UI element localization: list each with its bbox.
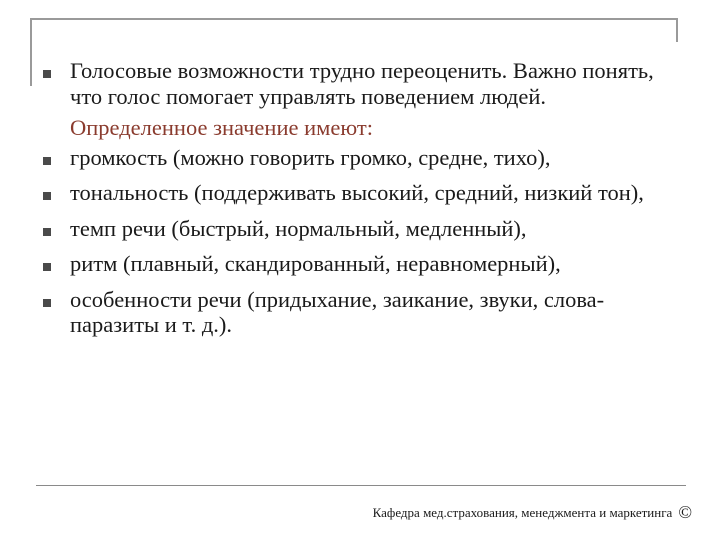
list-item (40, 216, 690, 242)
footer (362, 504, 692, 521)
list-item-text: темп речи (быстрый, нормальный, медленный), (70, 215, 527, 241)
square-bullet-icon (40, 145, 70, 170)
subheading-row (40, 115, 690, 141)
square-bullet-icon (40, 216, 70, 241)
subheading-text: Определенное значение имеют: (70, 115, 373, 140)
left-border-line (30, 18, 32, 86)
list-item (40, 251, 690, 277)
list-item (40, 58, 690, 109)
footer-divider (36, 485, 686, 486)
list-item (40, 287, 690, 338)
list-item-text: ритм (плавный, скандированный, неравномерный), (70, 251, 561, 276)
square-bullet-icon (40, 58, 70, 83)
square-bullet-icon (40, 251, 70, 276)
list-item-text: тональность (поддерживать высокий, средний, низкий тон), (70, 180, 644, 205)
square-bullet-icon (40, 287, 70, 312)
footer-text: Кафедра мед.страхования, менеджмента и маркетинга (372, 505, 673, 520)
list-item (40, 145, 690, 171)
slide-content (40, 58, 690, 348)
square-bullet-icon (40, 180, 70, 205)
list-item (40, 180, 690, 206)
copyright-icon: © (678, 502, 692, 522)
top-border-line (30, 18, 678, 20)
list-item-text: Голосовые возможности трудно переоценить. Важно понять, что голос помогает управлять поведением людей. (70, 58, 654, 109)
right-border-line (676, 18, 678, 42)
list-item-text: громкость (можно говорить громко, средне, тихо), (70, 144, 551, 170)
list-item-text: особенности речи (придыхание, заикание, звуки, слова-паразиты и т. д.). (70, 286, 605, 337)
